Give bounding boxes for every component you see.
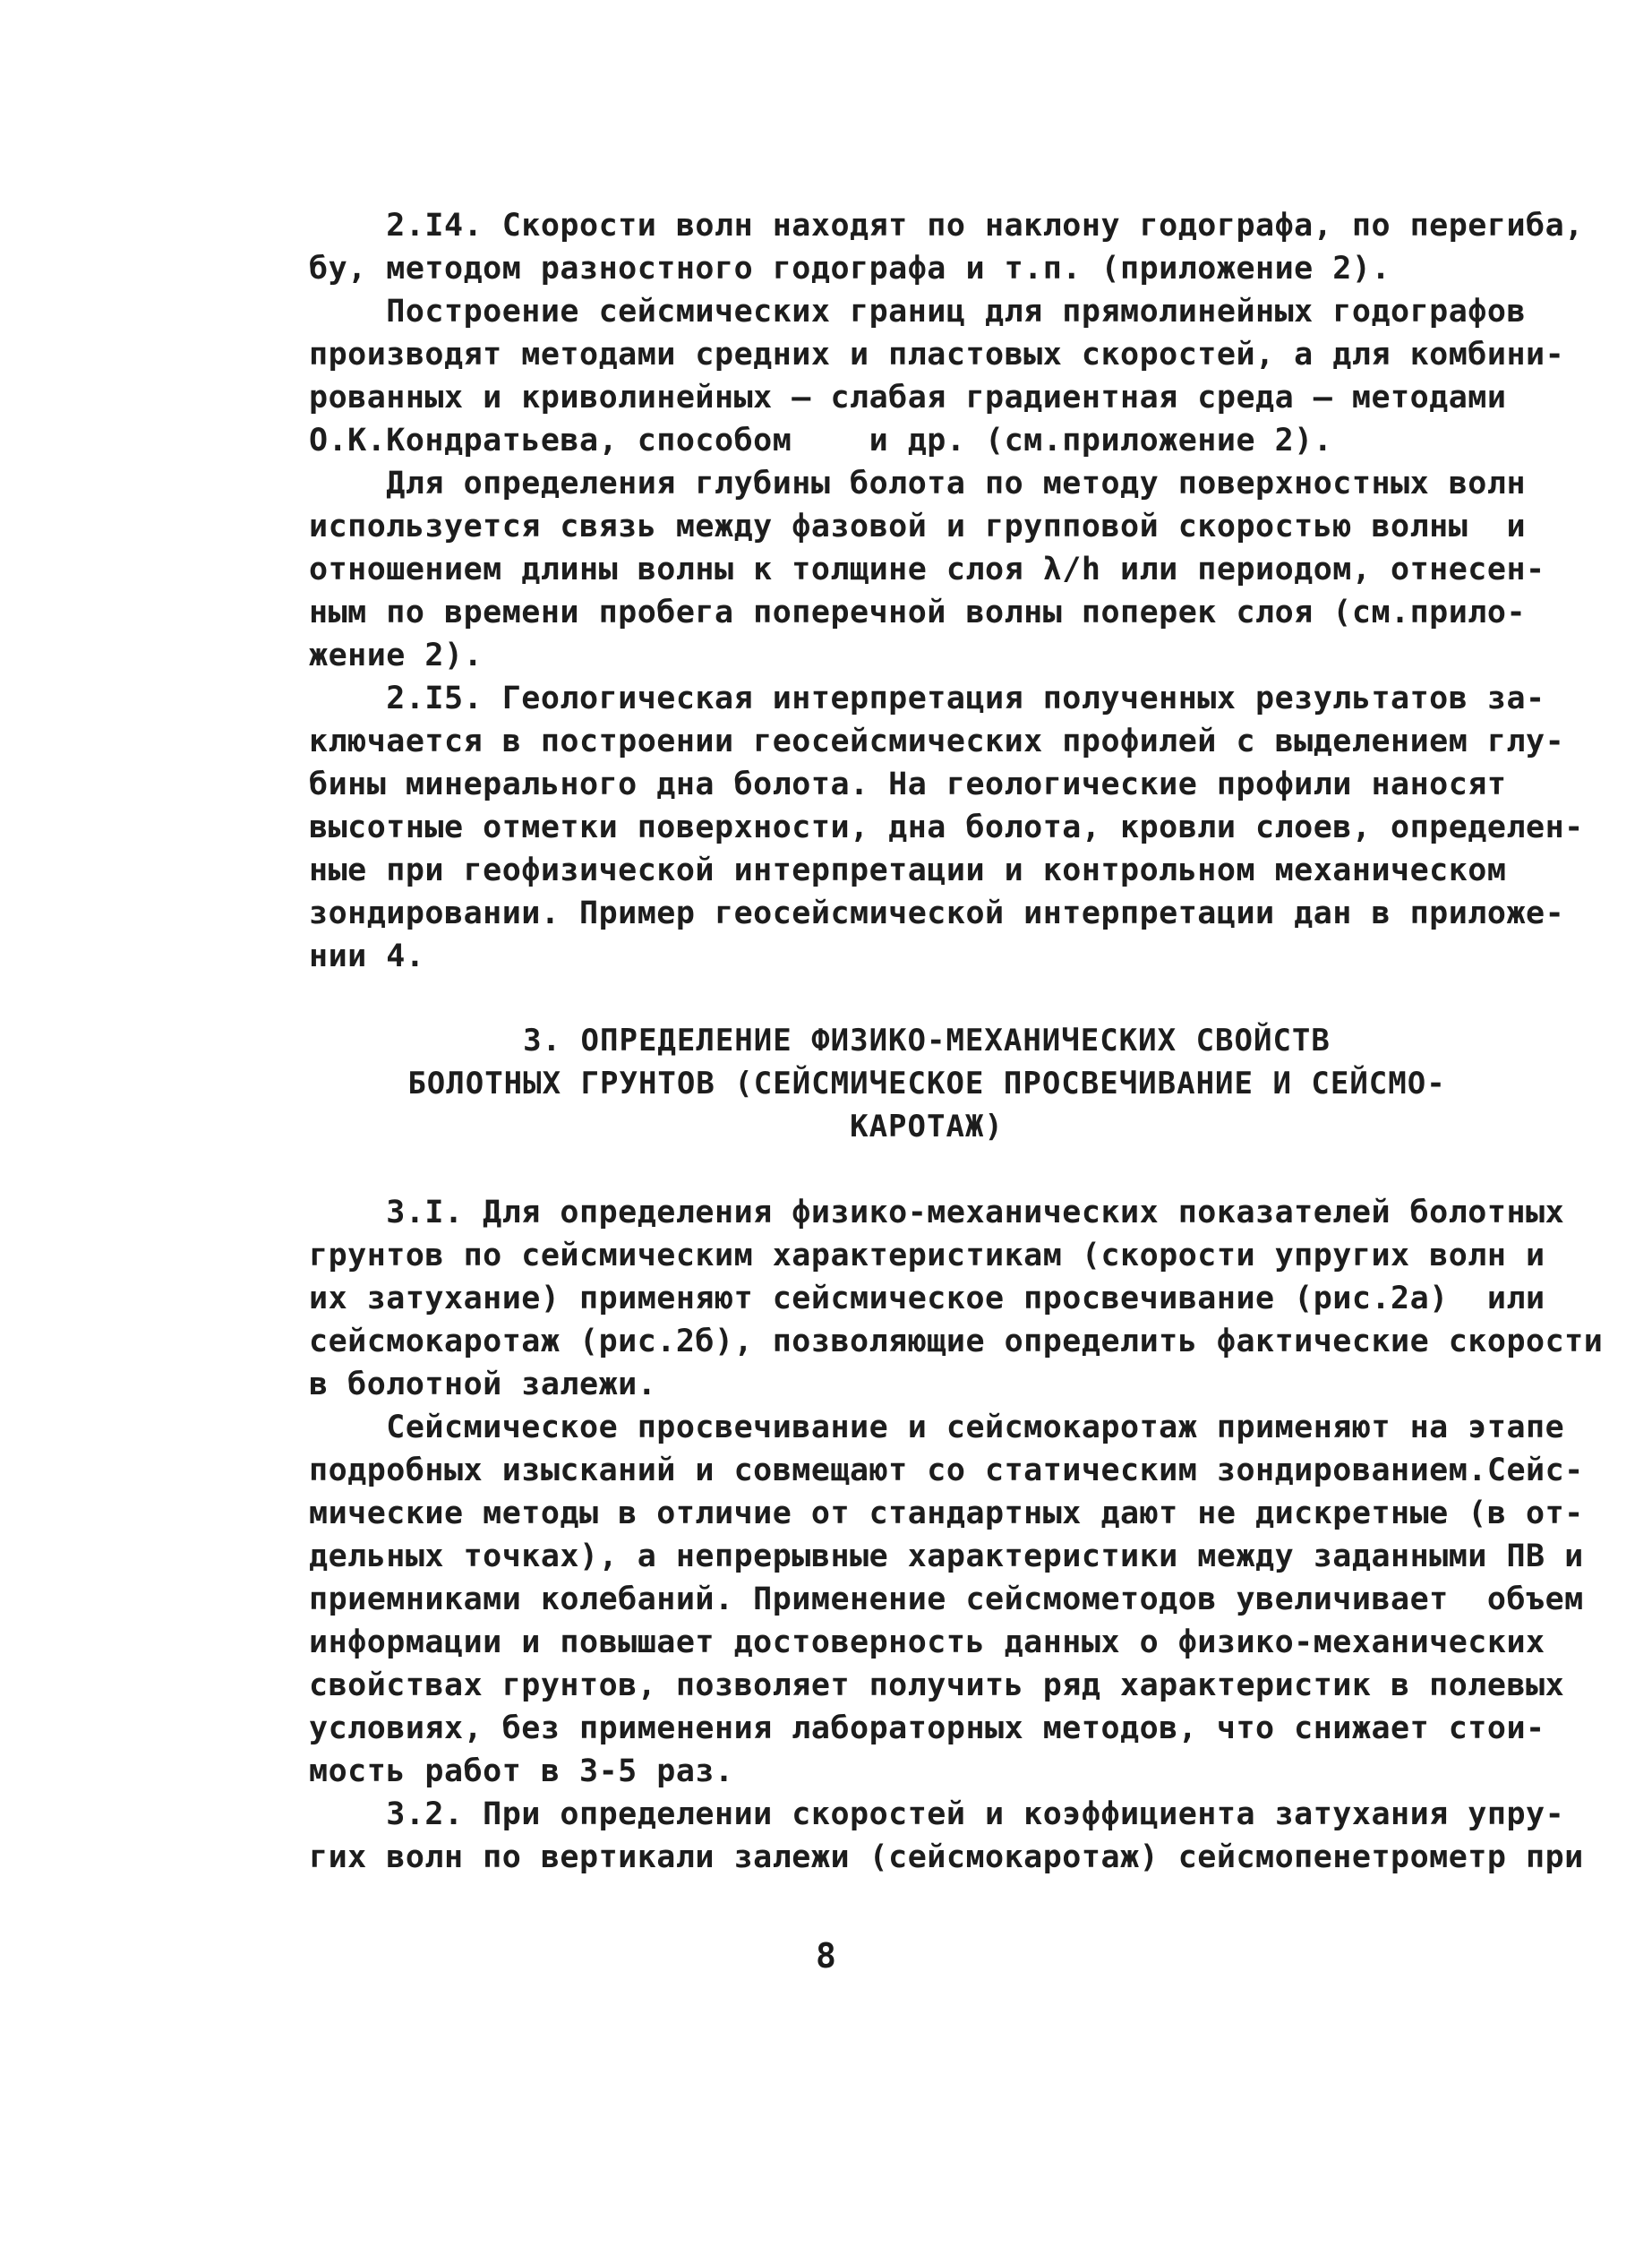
text-line: используется связь между фазовой и групповой скоростью волны и — [309, 509, 1527, 544]
text-line: 2.I5. Геологическая интерпретация полученных результатов за- — [309, 681, 1545, 716]
heading-line: 3. ОПРЕДЕЛЕНИЕ ФИЗИКО-МЕХАНИЧЕСКИХ СВОЙСТВ — [523, 1023, 1331, 1059]
heading-line: КАРОТАЖ) — [850, 1109, 1004, 1144]
text-line: рованных и криволинейных — слабая градиентная среда — методами — [309, 380, 1507, 416]
text-line: дельных точках), а непрерывные характеристики между заданными ПВ и — [309, 1539, 1584, 1574]
section-3-heading — [309, 1019, 1545, 1148]
text-line: Для определения глубины болота по методу поверхностных волн — [309, 466, 1527, 501]
text-line: мость работ в 3-5 раз. — [309, 1753, 734, 1789]
text-line: ные при геофизической интерпретации и контрольном механическом — [309, 853, 1507, 888]
section-2-text — [309, 204, 1584, 978]
text-line: мические методы в отличие от стандартных дают не дискретные (в от- — [309, 1496, 1584, 1531]
text-line: 3.I. Для определения физико-механических показателей болотных — [309, 1195, 1565, 1230]
text-line: сейсмокаротаж (рис.2б), позволяющие определить фактические скорости — [309, 1324, 1604, 1359]
section-3-text — [309, 1191, 1604, 1879]
text-line: их затухание) применяют сейсмическое просвечивание (рис.2а) или — [309, 1281, 1545, 1316]
text-line: грунтов по сейсмическим характеристикам (скорости упругих волн и — [309, 1238, 1545, 1273]
text-line: Построение сейсмических границ для прямолинейных годографов — [309, 294, 1527, 330]
text-line: О.К.Кондратьева, способом и др. (см.приложение 2). — [309, 423, 1333, 459]
text-line: ключается в построении геосейсмических профилей с выделением глу- — [309, 724, 1565, 759]
heading-line: БОЛОТНЫХ ГРУНТОВ (СЕЙСМИЧЕСКОЕ ПРОСВЕЧИВАНИЕ И СЕЙСМО- — [407, 1066, 1446, 1101]
text-line: 2.I4. Скорости волн находят по наклону годографа, по перегиба, — [309, 208, 1584, 244]
text-line: 3.2. При определении скоростей и коэффициента затухания упру- — [309, 1796, 1565, 1832]
text-line: зондировании. Пример геосейсмической интерпретации дан в приложе- — [309, 896, 1565, 931]
text-line: производят методами средних и пластовых скоростей, а для комбини- — [309, 337, 1565, 373]
text-line: в болотной залежи. — [309, 1367, 657, 1402]
text-line: нии 4. — [309, 939, 425, 974]
page-number: 8 — [816, 1936, 836, 1976]
text-line: свойствах грунтов, позволяет получить ряд характеристик в полевых — [309, 1667, 1565, 1703]
text-line: бу, методом разностного годографа и т.п. (приложение 2). — [309, 251, 1391, 287]
text-line: приемниками колебаний. Применение сейсмометодов увеличивает объем — [309, 1582, 1584, 1617]
text-line: ным по времени пробега поперечной волны поперек слоя (см.прило- — [309, 595, 1527, 630]
text-line: подробных изысканий и совмещают со статическим зондированием.Сейс- — [309, 1453, 1584, 1488]
text-line: условиях, без применения лабораторных методов, что снижает стои- — [309, 1710, 1545, 1746]
text-line: отношением длины волны к толщине слоя λ/h или периодом, отнесен- — [309, 552, 1545, 587]
text-line: высотные отметки поверхности, дна болота, кровли слоев, определен- — [309, 810, 1584, 845]
text-line: гих волн по вертикали залежи (сейсмокаротаж) сейсмопенетрометр при — [309, 1839, 1584, 1875]
text-line: информации и повышает достоверность данных о физико-механических — [309, 1624, 1545, 1660]
text-line: Сейсмическое просвечивание и сейсмокаротаж применяют на этапе — [309, 1410, 1565, 1445]
text-line: бины минерального дна болота. На геологические профили наносят — [309, 767, 1507, 802]
text-line: жение 2). — [309, 638, 484, 673]
